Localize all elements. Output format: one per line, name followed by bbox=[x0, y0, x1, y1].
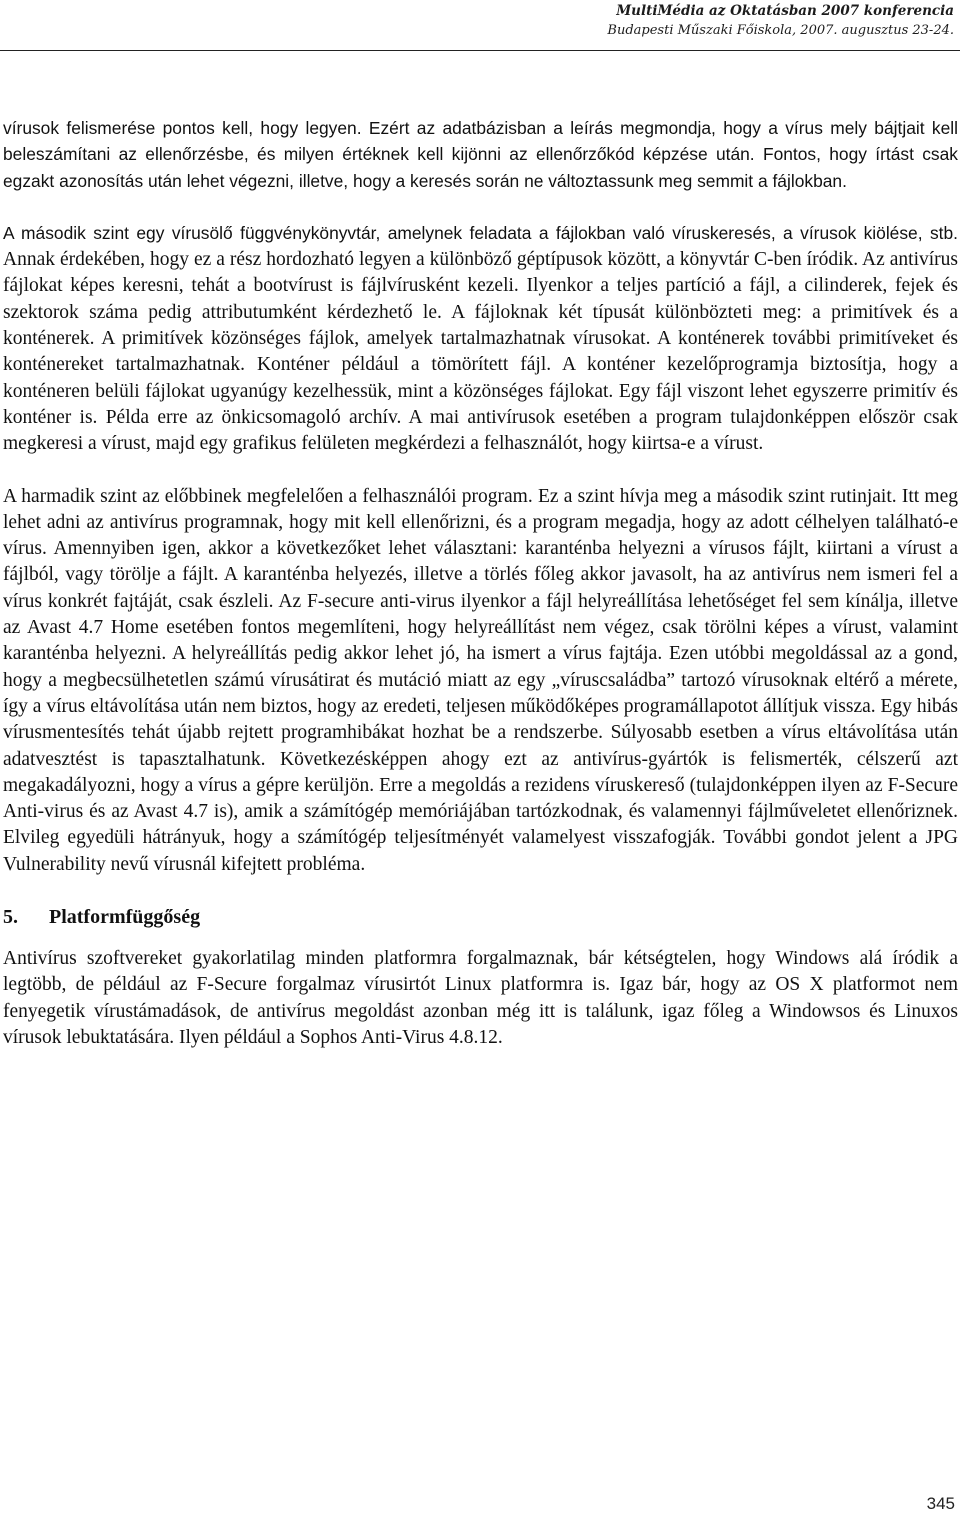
page-body bbox=[3, 115, 958, 1077]
paragraph-platforms: Antivírus szoftvereket gyakorlatilag minden platformra forgalmaznak, bár kétségtelen, hogy Windows alá íródik a legtöbb, de például az F-Secure forgalmaz vírusirtót Linux platformra is. Igaz bár, hogy az OS X platformot nem fenyegetik vírustámadások, de antivírus megoldást azonban még itt is találunk, igaz főleg a Windowsos és Linuxos vírusok lebuktatására. Ilyen például a Sophos Anti-Virus 4.8.12. bbox=[3, 948, 958, 1048]
page-number: 345 bbox=[926, 1494, 955, 1513]
section-number: 5. bbox=[3, 906, 18, 929]
header-divider bbox=[0, 50, 960, 51]
paragraph-second-level bbox=[3, 220, 958, 458]
paragraph-second-level-body: Annak érdekében, hogy ez a rész hordozható legyen a különböző géptípusok között, a könyvtár C-ben íródik. Az antivírus fájlokat képes keresni, tehát a bootvírust is fájlvírusként kezeli. Ilyenkor a teljes partíció a fájl, a cilinderek, fejek és szektorok száma pedig attributumként kérdezhető le. A fájloknak két típusát különbözteti meg: a primitívek és a konténerek. A primitívek közönséges fájlok, amelyek tartalmazhatnak vírusokat. A konténerek további primitíveket és konténereket tartalmazhatnak. Konténer például a tömörített fájl. A konténer kezelőprogramja biztosítja, hogy a konténeren belüli fájlokat ugyanúgy kezelhessük, mint a közönséges fájlokat. Egy fájl viszont lehet egyszerre primitív és konténer is. Példa erre az önkicsomagoló archív. A mai antivírusok esetében a program tulajdonképpen először csak megkeresi a vírust, majd egy grafikus felületen megkérdezi a felhasználót, hogy kiirtsa-e a vírust. bbox=[3, 249, 958, 455]
section-heading bbox=[3, 904, 958, 930]
paragraph-second-level-lead: A második szint egy vírusölő függvénykönyvtár, amelynek feladata a fájlokban való víruskeresés, a vírusok kiölése, stb. bbox=[3, 222, 958, 243]
section-title: Platformfüggőség bbox=[49, 906, 201, 929]
paragraph-virus-identification: vírusok felismerése pontos kell, hogy legyen. Ezért az adatbázisban a leírás megmondja, hogy a vírus mely bájtjait kell beleszámítani az ellenőrzésbe, és milyen értéknek kell kijönni az ellenőrzőkód képzése után. Fontos, hogy írtást csak egzakt azonosítás után lehet végezni, illetve, hogy a keresés során ne változtassunk meg semmit a fájlokban. bbox=[3, 118, 958, 191]
running-header bbox=[607, 2, 954, 40]
conference-title: MultiMédia az Oktatásban 2007 konferencia bbox=[616, 3, 954, 19]
conference-venue-date: Budapesti Műszaki Főiskola, 2007. augusztus 23-24. bbox=[607, 23, 954, 38]
paragraph-third-level: A harmadik szint az előbbinek megfelelően a felhasználói program. Ez a szint hívja meg a második szint rutinjait. Itt meg lehet adni az antivírus programnak, hogy mit kell ellenőrizni, és a program megadja, hogy az adott célhelyen található-e vírus. Amennyiben igen, akkor a következőket lehet választani: karanténba helyezni a vírusos fájlt, kiirtani a vírust a fájlból, vagy törölje a fájlt. A karanténba helyezés, illetve a törlés főleg akkor javasolt, ha az antivírus nem ismeri fel a vírus konkrét fajtáját, csak észleli. Az F-secure anti-virus ilyenkor a fájl helyreállítása lehetőséget fel sem kínálja, illetve az Avast 4.7 Home esetében fontos megemlíteni, hogy helyreállítást nem végez, csak törölni képes a vírust, valamint karanténba helyezni. A helyreállítás pedig akkor lehet jó, ha ismert a vírus fajtája. Ezen utóbbi megoldással az a gond, hogy a megbecsülhetetlen számú vírusátirat és mutáció miatt az egy „víruscsaládba” tartozó vírusoknak eltérő a mérete, így a vírus eltávolítása után nem biztos, hogy az eredeti, teljesen működőképes programállapotot állítjuk vissza. Egy hibás vírusmentesítés tehát újabb rejtett programhibákat hozhat be a rendszerbe. Súlyosabb esetben a vírus eltávolítása után adatvesztést is tapasztalhatunk. Következésképpen ahogy ezt az antivírus-gyártók is felismerték, célszerű azt megakadályozni, hogy a vírus a gépre kerüljön. Erre a megoldás a rezidens víruskereső (tulajdonképpen ilyen az F-Secure Anti-virus és az Avast 4.7 is), amik a számítógép memóriájában tartózkodnak, és valamennyi fájlműveletet ellenőriznek. Elvileg egyedüli hátrányuk, hogy a számítógép teljesítményét valamelyest visszafogják. További gondot jelent a JPG Vulnerability nevű vírusnál kifejtett probléma. bbox=[3, 485, 958, 875]
